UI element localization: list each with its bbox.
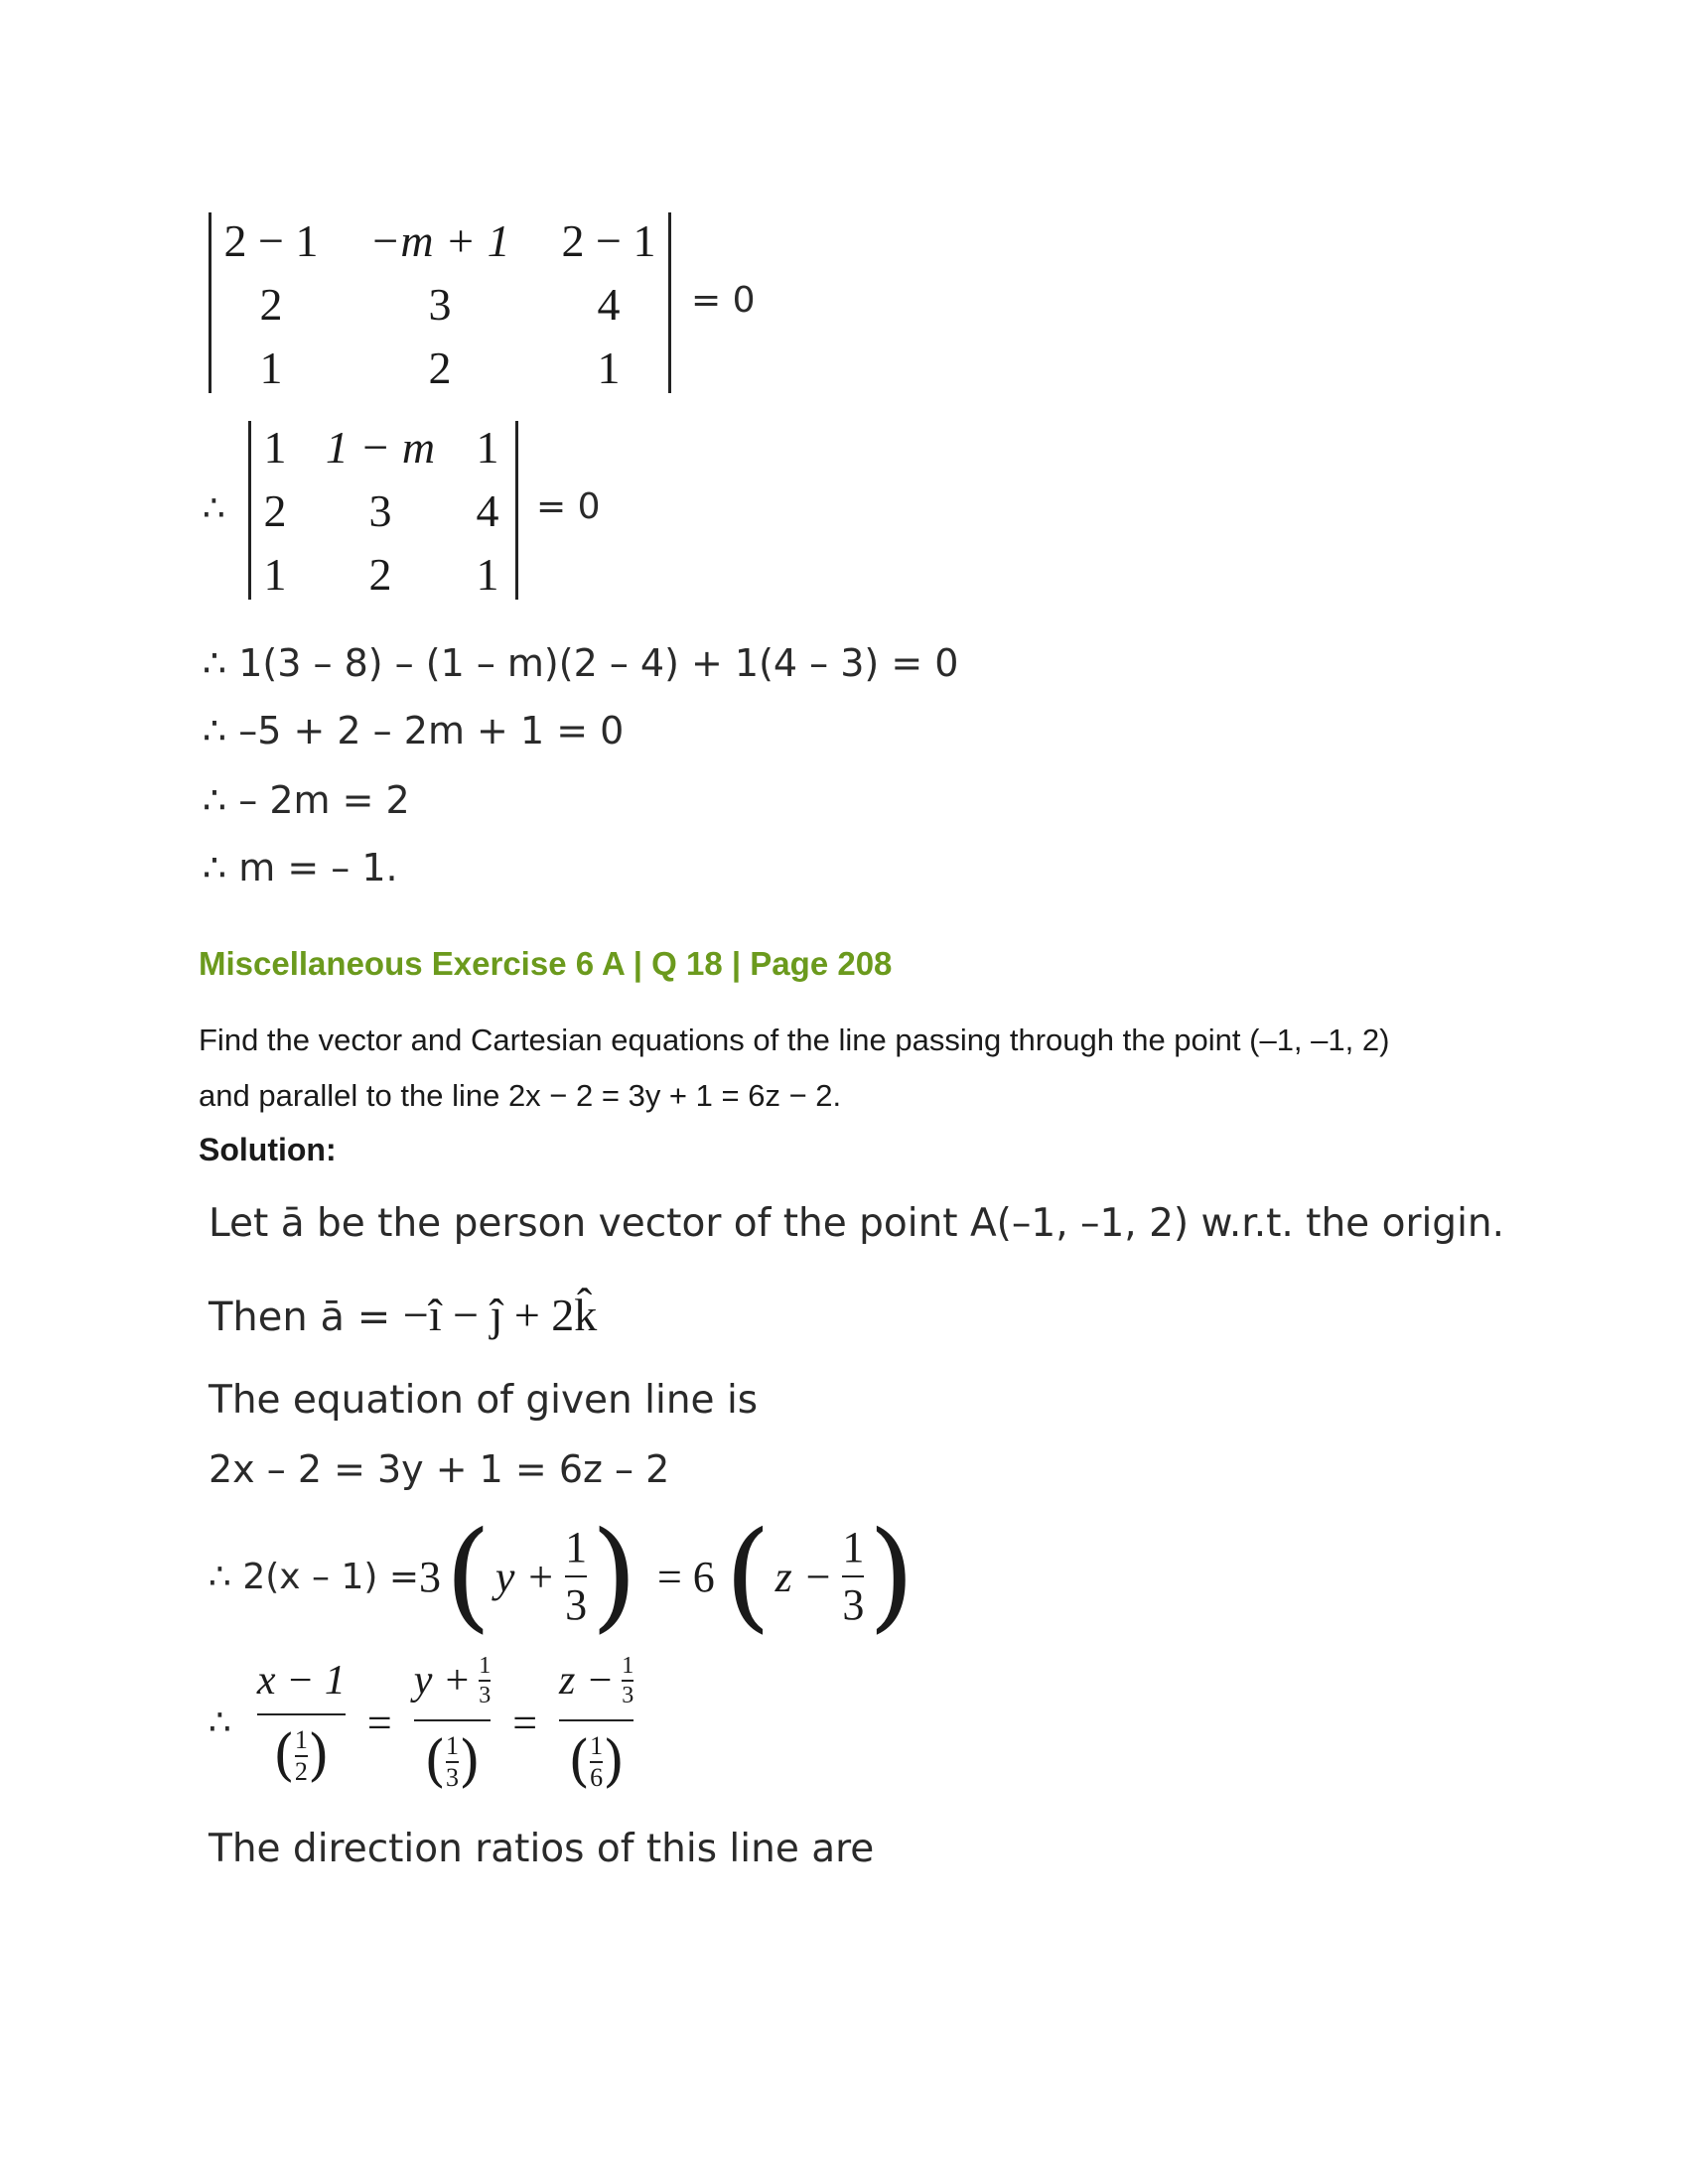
frac-num: 1 <box>842 1523 865 1571</box>
frac-bar <box>559 1719 633 1721</box>
eq6-num-x: x − 1 <box>256 1658 346 1704</box>
eq5-coef-3: 3 <box>419 1552 442 1601</box>
eq6-den-z <box>568 1729 625 1794</box>
eq6-num-y <box>414 1654 491 1707</box>
frac-den: 6 <box>590 1763 604 1792</box>
left-paren: ( <box>424 1729 446 1794</box>
eq6-den-y <box>424 1729 481 1794</box>
solution-line-1: Let ā be the person vector of the point A(–1, –1, 2) w.r.t. the origin. <box>209 1201 1505 1246</box>
solution-label: Solution: <box>199 1132 337 1167</box>
frac-bar <box>479 1680 491 1682</box>
frac-bar <box>842 1575 864 1577</box>
fraction-y <box>413 1653 492 1794</box>
det1-r2c3: 4 <box>597 279 621 330</box>
det1-r1c3: 2 − 1 <box>561 215 656 266</box>
frac-den: 2 <box>294 1757 308 1786</box>
equals-sign: = <box>512 1698 538 1747</box>
fraction-z <box>559 1653 634 1794</box>
det2-r1c2: 1 − m <box>325 422 436 473</box>
solution-line-4: 2x – 2 = 3y + 1 = 6z – 2 <box>209 1447 670 1491</box>
det1-r3c2: 2 <box>428 342 452 393</box>
det2-r1c3: 1 <box>476 422 499 473</box>
det2-r3c1: 1 <box>263 549 287 600</box>
left-paren: ( <box>724 1507 772 1645</box>
equation-symmetric-form <box>209 1507 918 1645</box>
third-fraction <box>446 1733 459 1791</box>
frac-bar <box>622 1680 633 1682</box>
solution-line-7: The direction ratios of this line are <box>209 1827 875 1871</box>
det2-r3c2: 2 <box>368 549 392 600</box>
eq6-den-x <box>273 1723 330 1788</box>
question-line-1: Find the vector and Cartesian equations of the line passing through the point (–1, –1, 2) <box>199 1023 1390 1057</box>
half-fraction <box>295 1727 308 1785</box>
right-paren: ) <box>868 1507 915 1645</box>
third-fraction <box>622 1654 633 1707</box>
frac-num: 1 <box>445 1731 459 1760</box>
det1-equals: = 0 <box>691 280 756 321</box>
sixth-fraction <box>590 1733 603 1791</box>
determinant-2 <box>248 421 518 600</box>
right-paren: ) <box>307 1723 330 1788</box>
frac-den: 3 <box>565 1580 588 1629</box>
frac-bar <box>257 1713 346 1715</box>
det1-r1c2: −m + 1 <box>369 215 510 266</box>
frac-bar <box>414 1719 491 1721</box>
fraction-x <box>256 1658 346 1788</box>
step-1: ∴ 1(3 – 8) – (1 – m)(2 – 4) + 1(4 – 3) = 0 <box>203 641 959 685</box>
solution-then-line <box>209 1289 597 1341</box>
det1-r1c1: 2 − 1 <box>223 215 319 266</box>
det2-therefore: ∴ <box>203 488 225 529</box>
det2-r1c1: 1 <box>263 422 287 473</box>
eq5-z-minus: z − <box>774 1552 833 1601</box>
det2-r2c2: 3 <box>368 485 392 536</box>
eq6-num-z <box>559 1654 633 1707</box>
solution-line-3: The equation of given line is <box>209 1378 759 1423</box>
step-3: ∴ – 2m = 2 <box>203 778 410 822</box>
equation-ratio-form <box>209 1648 633 1797</box>
step-4: ∴ m = – 1. <box>203 846 398 889</box>
frac-den: 3 <box>479 1683 492 1708</box>
eq5-equals-6: = 6 <box>656 1552 715 1601</box>
frac-num: 1 <box>622 1653 634 1679</box>
eq6-therefore: ∴ <box>209 1702 231 1743</box>
eq6-num-z-text: z − <box>559 1658 615 1704</box>
det1-r3c1: 1 <box>259 342 283 393</box>
frac-num: 1 <box>590 1731 604 1760</box>
frac-den: 3 <box>842 1580 865 1629</box>
left-paren: ( <box>568 1729 591 1794</box>
then-prefix: Then ā = <box>209 1295 403 1340</box>
det1-r2c2: 3 <box>428 279 452 330</box>
frac-den: 3 <box>622 1683 634 1708</box>
exercise-heading: Miscellaneous Exercise 6 A | Q 18 | Page 208 <box>199 945 893 982</box>
right-paren: ) <box>591 1507 637 1645</box>
fraction-one-third <box>842 1523 865 1629</box>
frac-bar <box>565 1575 587 1577</box>
frac-num: 1 <box>479 1653 492 1679</box>
det1-r3c3: 1 <box>597 342 621 393</box>
left-paren: ( <box>273 1723 295 1788</box>
right-paren: ) <box>458 1729 481 1794</box>
left-paren: ( <box>445 1507 492 1645</box>
fraction-one-third <box>565 1523 588 1629</box>
eq5-y-plus: y + <box>494 1552 556 1601</box>
det2-equals: = 0 <box>536 486 601 527</box>
equals-sign: = <box>366 1698 392 1747</box>
eq5-prefix: ∴ 2(x – 1) = <box>209 1556 420 1597</box>
right-paren: ) <box>603 1729 625 1794</box>
det2-r2c1: 2 <box>263 485 287 536</box>
third-fraction <box>479 1654 491 1707</box>
step-2: ∴ –5 + 2 – 2m + 1 = 0 <box>203 709 625 752</box>
frac-den: 3 <box>445 1763 459 1792</box>
determinant-1 <box>209 212 671 393</box>
question-line-2: and parallel to the line 2x − 2 = 3y + 1 = 6z − 2. <box>199 1078 842 1113</box>
frac-num: 1 <box>294 1725 308 1754</box>
det1-r2c1: 2 <box>259 279 283 330</box>
vector-a-expression: −î − ĵ + 2k̂ <box>402 1290 598 1340</box>
det2-r2c3: 4 <box>476 485 499 536</box>
frac-num: 1 <box>565 1523 588 1571</box>
eq6-num-y-text: y + <box>413 1658 472 1704</box>
det2-r3c3: 1 <box>476 549 499 600</box>
